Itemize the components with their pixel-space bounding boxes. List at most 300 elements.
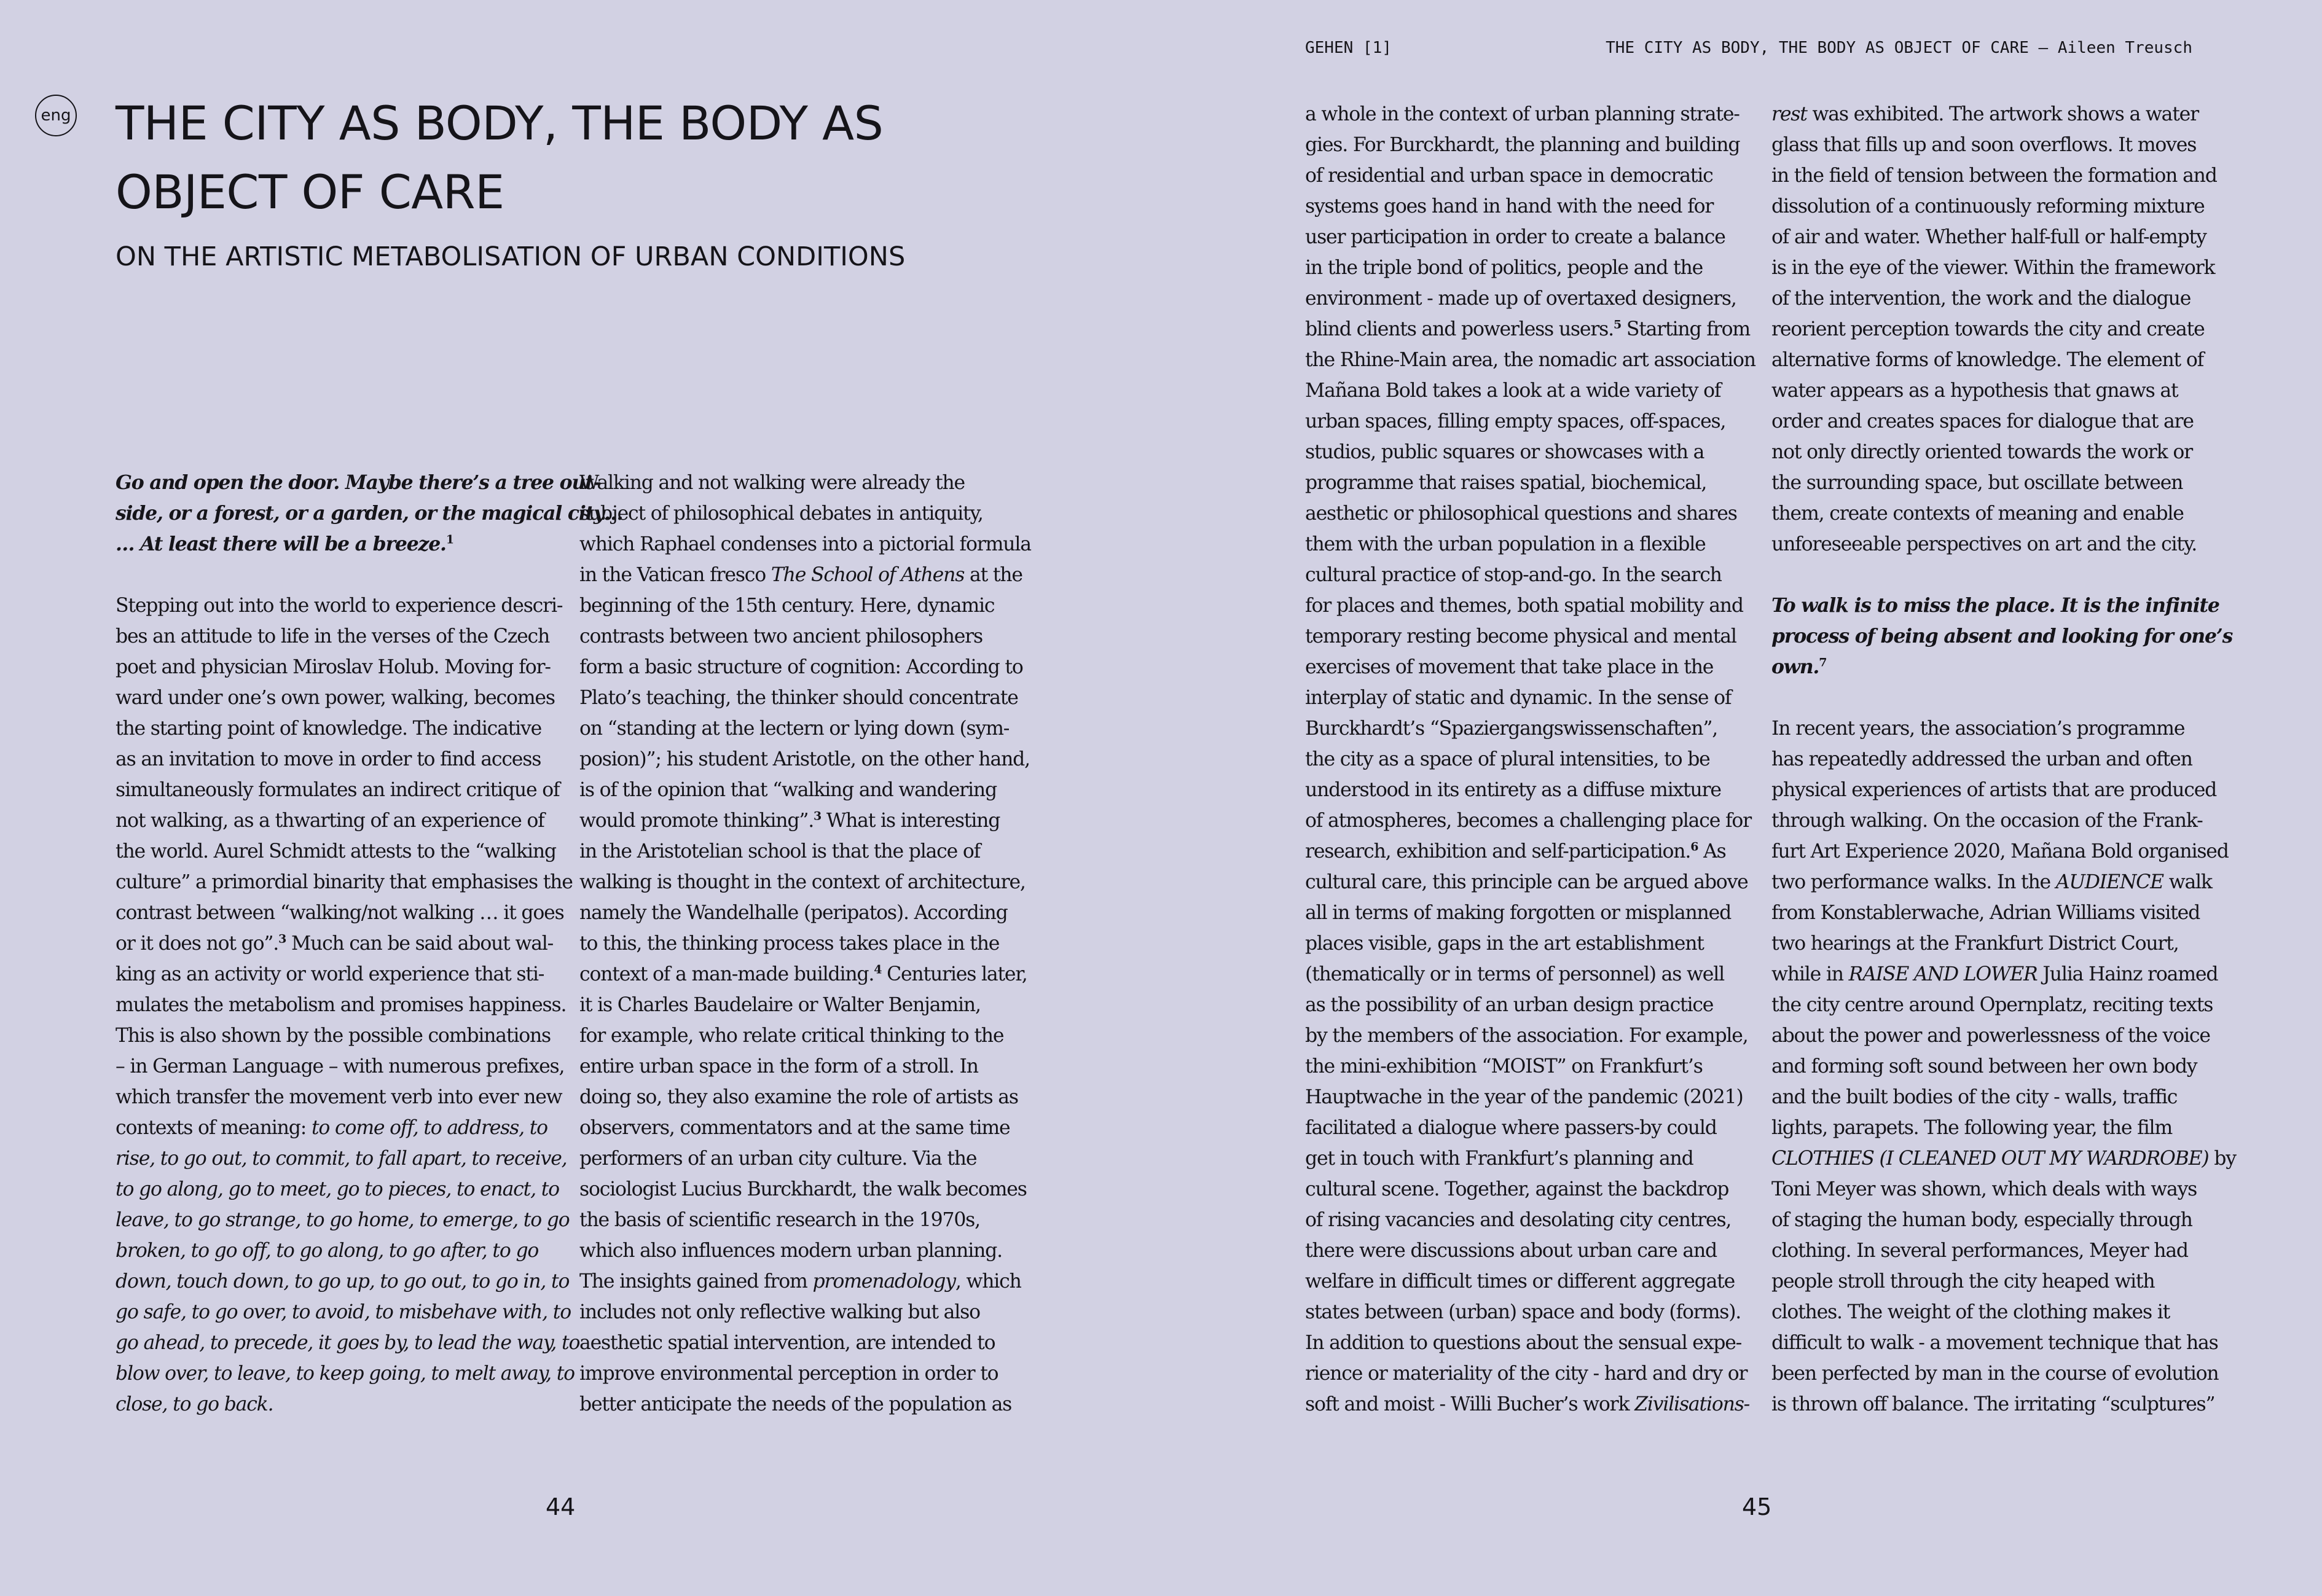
text-run: contrast between “walking/not walking … it goes — [116, 902, 564, 924]
text-line — [579, 805, 1031, 836]
text-run: at the — [964, 564, 1022, 586]
text-line — [1305, 1389, 1755, 1420]
text-line — [1771, 529, 2236, 560]
text-run: by the members of the association. For example, — [1305, 1025, 1748, 1047]
footnote-ref: 6 — [1690, 840, 1698, 854]
text-line — [116, 1266, 622, 1297]
text-run: contexts of meaning: — [116, 1117, 312, 1139]
text-line — [1305, 160, 1755, 191]
text-run: entire urban space in the form of a stroll. In — [579, 1055, 978, 1078]
text-run: by — [2208, 1148, 2236, 1170]
text-run: process of being absent and looking for one’s — [1771, 625, 2233, 647]
text-run: doing so, they also examine the role of artists as — [579, 1086, 1018, 1108]
text-run: on “standing at the lectern or lying down (sym- — [579, 718, 1010, 740]
text-line — [1305, 1297, 1755, 1328]
running-header-title-author: THE CITY AS BODY, THE BODY AS OBJECT OF CARE – Aileen Treusch — [1606, 39, 2192, 57]
text-line — [1771, 990, 2236, 1020]
text-line — [1305, 1328, 1755, 1358]
text-line — [1771, 621, 2236, 652]
text-line — [579, 1297, 1031, 1328]
text-line — [1771, 713, 2236, 744]
text-run: dissolution of a continuously reforming mixture — [1771, 195, 2205, 217]
text-run: blind clients and powerless users. — [1305, 318, 1614, 340]
text-run: cultural care, this principle can be argued above — [1305, 871, 1748, 893]
text-line — [1771, 437, 2236, 467]
text-line — [1771, 1051, 2236, 1082]
text-run: Hauptwache in the year of the pandemic (2021) — [1305, 1086, 1743, 1108]
text-run: go safe, to go over, to avoid, to misbehave with, to — [116, 1301, 571, 1323]
text-line — [1305, 529, 1755, 560]
text-line — [1305, 314, 1755, 345]
text-line — [1305, 1020, 1755, 1051]
text-line — [1771, 867, 2236, 898]
text-run: Burckhardt’s “Spaziergangswissenschaften”, — [1305, 718, 1718, 740]
text-run: What is interesting — [821, 810, 1000, 832]
text-line — [579, 775, 1031, 805]
text-run: and the built bodies of the city - walls, traffic — [1771, 1086, 2178, 1108]
text-line — [1305, 283, 1755, 314]
text-run: mulates the metabolism and promises happiness. — [116, 994, 567, 1016]
footnote-ref: 5 — [1613, 318, 1621, 332]
text-line — [1771, 590, 2236, 621]
text-run: as an invitation to move in order to find access — [116, 748, 541, 770]
text-line — [116, 498, 622, 529]
text-line — [1771, 1389, 2236, 1420]
text-run: bes an attitude to life in the verses of the Czech — [116, 625, 550, 647]
text-line — [116, 928, 622, 959]
text-line — [1771, 160, 2236, 191]
text-run: In addition to questions about the sensual expe- — [1305, 1332, 1742, 1354]
text-run: soft and moist - Willi Bucher’s work — [1305, 1393, 1635, 1415]
text-run: Walking and not walking were already the — [579, 472, 965, 494]
text-line — [116, 652, 622, 683]
text-run: of rising vacancies and desolating city centres, — [1305, 1209, 1732, 1231]
text-run: the surrounding space, but oscillate between — [1771, 472, 2183, 494]
text-line — [1305, 1205, 1755, 1235]
text-run: This is also shown by the possible combinations — [116, 1025, 551, 1047]
text-line — [1305, 191, 1755, 222]
text-line — [1771, 652, 2236, 683]
text-run: of staging the human body, especially through — [1771, 1209, 2192, 1231]
text-line — [1771, 1143, 2236, 1174]
text-line — [116, 775, 622, 805]
text-line — [1305, 1143, 1755, 1174]
text-run: lights, parapets. The following year, the film — [1771, 1117, 2172, 1139]
text-run: aesthetic spatial intervention, are intended to — [579, 1332, 995, 1354]
text-line — [579, 1389, 1031, 1420]
text-line — [579, 898, 1031, 928]
text-line — [1771, 1174, 2236, 1205]
text-run: get in touch with Frankfurt’s planning and — [1305, 1148, 1693, 1170]
text-line — [1305, 805, 1755, 836]
text-run: (thematically or in terms of personnel) as well — [1305, 963, 1724, 985]
text-line — [1305, 621, 1755, 652]
text-run: in the Aristotelian school is that the place of — [579, 840, 981, 863]
text-line — [116, 1113, 622, 1143]
text-line — [1771, 744, 2236, 775]
text-run: research, exhibition and self-participation. — [1305, 840, 1691, 863]
text-run: in the field of tension between the formation and — [1771, 165, 2217, 187]
text-line — [579, 1143, 1031, 1174]
text-line — [1771, 928, 2236, 959]
text-line — [1305, 467, 1755, 498]
text-column-1 — [116, 467, 622, 1420]
text-run: in the triple bond of politics, people and the — [1305, 257, 1703, 279]
text-run: interplay of static and dynamic. In the sense of — [1305, 687, 1732, 709]
text-line — [116, 990, 622, 1020]
text-run: environment - made up of overtaxed designers, — [1305, 288, 1736, 310]
text-run: In recent years, the association’s programme — [1771, 718, 2185, 740]
text-line — [116, 1389, 622, 1420]
text-run: of atmospheres, becomes a challenging place for — [1305, 810, 1752, 832]
text-run: , which — [955, 1270, 1021, 1293]
page-number-right: 45 — [1742, 1493, 1772, 1520]
text-line — [1305, 990, 1755, 1020]
text-line — [1305, 867, 1755, 898]
text-run: places visible, gaps in the art establishment — [1305, 933, 1704, 955]
text-line — [1305, 1235, 1755, 1266]
text-run: been perfected by man in the course of evolution — [1771, 1363, 2219, 1385]
text-line — [1305, 222, 1755, 252]
text-run: water appears as a hypothesis that gnaws at — [1771, 380, 2178, 402]
text-run: or it does not go”. — [116, 933, 279, 955]
text-line — [1305, 437, 1755, 467]
text-run: was exhibited. The artwork shows a water — [1806, 103, 2198, 125]
text-run: welfare in difficult times or different aggregate — [1305, 1270, 1735, 1293]
text-line — [579, 652, 1031, 683]
text-run: the starting point of knowledge. The indicative — [116, 718, 542, 740]
text-run: AUDIENCE — [2055, 871, 2163, 893]
text-line — [1305, 498, 1755, 529]
text-run: Toni Meyer was shown, which deals with ways — [1771, 1178, 2197, 1200]
text-run: … At least there will be a breeze. — [116, 533, 446, 555]
text-line — [1305, 375, 1755, 406]
text-column-3 — [1305, 99, 1755, 1420]
title-line-1: THE CITY AS BODY, THE BODY AS — [116, 96, 884, 151]
text-run: the world. Aurel Schmidt attests to the “walking — [116, 840, 556, 863]
text-run: two hearings at the Frankfurt District Court, — [1771, 933, 2179, 955]
text-run: glass that fills up and soon overflows. It moves — [1771, 134, 2197, 156]
text-line — [1305, 1082, 1755, 1113]
text-line — [116, 898, 622, 928]
text-run: As — [1698, 840, 1726, 863]
footnote-ref: 7 — [1819, 655, 1827, 670]
text-run: sociologist Lucius Burckhardt, the walk becomes — [579, 1178, 1027, 1200]
text-run: king as an activity or world experience that sti- — [116, 963, 544, 985]
text-run: gies. For Burckhardt, the planning and building — [1305, 134, 1740, 156]
text-run: there were discussions about urban care and — [1305, 1240, 1717, 1262]
text-line — [1771, 1205, 2236, 1235]
text-run: states between (urban) space and body (forms). — [1305, 1301, 1741, 1323]
text-line — [1305, 99, 1755, 130]
text-line — [116, 1328, 622, 1358]
text-line — [116, 836, 622, 867]
text-line — [1305, 560, 1755, 590]
text-run: close, to go back. — [116, 1393, 273, 1415]
text-line — [116, 1143, 622, 1174]
text-line — [579, 467, 1031, 498]
text-run: is of the opinion that “walking and wandering — [579, 779, 997, 801]
text-line — [1771, 805, 2236, 836]
text-run: poet and physician Miroslav Holub. Moving for- — [116, 656, 551, 678]
text-run: the basis of scientific research in the 1970s, — [579, 1209, 980, 1231]
text-run: the city centre around Opernplatz, reciting texts — [1771, 994, 2213, 1016]
text-line — [579, 1235, 1031, 1266]
text-run: Stepping out into the world to experience descri- — [116, 595, 563, 617]
text-line — [579, 1174, 1031, 1205]
text-line — [116, 683, 622, 713]
text-run: subject of philosophical debates in antiquity, — [579, 503, 983, 525]
text-line — [1305, 652, 1755, 683]
text-line — [1771, 1297, 2236, 1328]
text-run: from Konstablerwache, Adrian Williams visited — [1771, 902, 2200, 924]
text-run: blow over, to leave, to keep going, to melt away, to — [116, 1363, 575, 1385]
text-run: is thrown off balance. The irritating “sculptures” — [1771, 1393, 2215, 1415]
text-run: Centuries later, — [881, 963, 1027, 985]
text-run: context of a man-made building. — [579, 963, 874, 985]
text-line — [1305, 590, 1755, 621]
text-run: all in terms of making forgotten or misplanned — [1305, 902, 1732, 924]
footnote-ref: 3 — [814, 809, 822, 823]
text-run: user participation in order to create a balance — [1305, 226, 1725, 248]
text-line — [1771, 1020, 2236, 1051]
text-line — [1305, 713, 1755, 744]
text-line — [579, 560, 1031, 590]
text-run: walking is thought in the context of architecture, — [579, 871, 1026, 893]
text-line — [1771, 1328, 2236, 1358]
text-run: exercises of movement that take place in the — [1305, 656, 1714, 678]
footnote-ref: 1 — [445, 533, 453, 547]
text-line — [579, 836, 1031, 867]
text-line — [1771, 1113, 2236, 1143]
text-line — [579, 683, 1031, 713]
text-run: not walking, as a thwarting of an experience of — [116, 810, 544, 832]
article-title — [116, 89, 1037, 227]
text-line — [579, 959, 1031, 990]
text-run: while in — [1771, 963, 1849, 985]
text-run: rise, to go out, to commit, to fall apart, to receive, — [116, 1148, 567, 1170]
text-line — [1305, 775, 1755, 805]
text-run: CLOTHIES (I CLEANED OUT MY WARDROBE) — [1771, 1148, 2209, 1170]
running-header-section: GEHEN [1] — [1305, 39, 1392, 57]
text-line — [116, 1235, 622, 1266]
text-line — [1771, 898, 2236, 928]
text-run: the Rhine-Main area, the nomadic art association — [1305, 349, 1755, 371]
language-badge: eng — [35, 95, 77, 136]
text-line — [579, 867, 1031, 898]
text-run: rest — [1771, 103, 1807, 125]
text-run: not only directly oriented towards the work or — [1771, 441, 2192, 463]
text-run: people stroll through the city heaped with — [1771, 1270, 2155, 1293]
text-run: walk — [2163, 871, 2212, 893]
text-run: understood in its entirety as a diffuse mixture — [1305, 779, 1721, 801]
text-line — [579, 1328, 1031, 1358]
text-run: The insights gained from — [579, 1270, 813, 1293]
text-line — [1305, 898, 1755, 928]
text-run: in the Vatican fresco — [579, 564, 771, 586]
text-run: RAISE AND LOWER — [1848, 963, 2038, 985]
footnote-ref: 3 — [278, 932, 286, 946]
title-line-2: OBJECT OF CARE — [116, 165, 504, 219]
text-run: Plato’s teaching, the thinker should concentrate — [579, 687, 1018, 709]
text-run: for places and themes, both spatial mobility and — [1305, 595, 1743, 617]
text-run: of air and water. Whether half-full or half-empty — [1771, 226, 2206, 248]
text-line — [579, 498, 1031, 529]
text-line — [1305, 1113, 1755, 1143]
text-column-4 — [1771, 99, 2236, 1420]
text-run: clothes. The weight of the clothing makes it — [1771, 1301, 2170, 1323]
text-run: them with the urban population in a flexible — [1305, 533, 1706, 555]
text-line — [1305, 130, 1755, 160]
text-run: Much can be said about wal- — [286, 933, 554, 955]
text-line — [579, 529, 1031, 560]
text-line — [1771, 1358, 2236, 1389]
text-run: contrasts between two ancient philosophers — [579, 625, 983, 647]
text-line — [1771, 406, 2236, 437]
text-line — [116, 1205, 622, 1235]
text-run: namely the Wandelhalle (peripatos). According — [579, 902, 1008, 924]
text-line — [579, 713, 1031, 744]
text-run: promenadology — [812, 1270, 955, 1293]
text-run: urban spaces, filling empty spaces, off-spaces, — [1305, 410, 1726, 432]
text-line — [1771, 191, 2236, 222]
text-line — [1771, 467, 2236, 498]
text-run: as the possibility of an urban design practice — [1305, 994, 1714, 1016]
text-run: two performance walks. In the — [1771, 871, 2056, 893]
text-run: cultural practice of stop-and-go. In the search — [1305, 564, 1722, 586]
text-line — [579, 1205, 1031, 1235]
text-line — [1305, 928, 1755, 959]
text-line — [116, 1358, 622, 1389]
text-line — [116, 713, 622, 744]
text-line — [1771, 314, 2236, 345]
text-line — [116, 1297, 622, 1328]
text-line — [1305, 1174, 1755, 1205]
text-line — [579, 928, 1031, 959]
text-run: them, create contexts of meaning and enable — [1771, 503, 2184, 525]
text-run: is in the eye of the viewer. Within the framework — [1771, 257, 2215, 279]
text-run: includes not only reflective walking but also — [579, 1301, 980, 1323]
text-run: the city as a space of plural intensities, to be — [1305, 748, 1710, 770]
text-run: Zivilisations- — [1634, 1393, 1750, 1415]
text-run: the mini-exhibition “MOIST” on Frankfurt’s — [1305, 1055, 1703, 1078]
text-line — [579, 621, 1031, 652]
text-line — [1771, 1235, 2236, 1266]
text-run: rience or materiality of the city - hard and dry or — [1305, 1363, 1747, 1385]
text-run: cultural scene. Together, against the backdrop — [1305, 1178, 1729, 1200]
text-line — [1771, 99, 2236, 130]
text-line — [579, 990, 1031, 1020]
text-run: reorient perception towards the city and create — [1771, 318, 2205, 340]
text-line — [579, 1266, 1031, 1297]
text-line — [579, 1020, 1031, 1051]
text-run: to this, the thinking process takes place in the — [579, 933, 1000, 955]
text-run: for example, who relate critical thinking to the — [579, 1025, 1004, 1047]
text-run: a whole in the context of urban planning strate- — [1305, 103, 1740, 125]
text-run: facilitated a dialogue where passers-by could — [1305, 1117, 1717, 1139]
text-run: improve environmental perception in order to — [579, 1363, 998, 1385]
text-run: unforeseeable perspectives on art and the city. — [1771, 533, 2197, 555]
text-line — [1771, 252, 2236, 283]
text-line — [1771, 775, 2236, 805]
paragraph-gap — [116, 560, 622, 590]
text-run: has repeatedly addressed the urban and often — [1771, 748, 2192, 770]
text-run: form a basic structure of cognition: According to — [579, 656, 1023, 678]
text-run: Starting from — [1621, 318, 1751, 340]
text-line — [1771, 283, 2236, 314]
text-run: ward under one’s own power, walking, becomes — [116, 687, 555, 709]
text-line — [579, 1051, 1031, 1082]
text-run: order and creates spaces for dialogue that are — [1771, 410, 2194, 432]
text-run: own. — [1771, 655, 1819, 678]
article-subtitle: ON THE ARTISTIC METABOLISATION OF URBAN CONDITIONS — [116, 241, 906, 272]
text-line — [1771, 959, 2236, 990]
text-line — [116, 744, 622, 775]
text-line — [116, 1020, 622, 1051]
text-run: of the intervention, the work and the dialogue — [1771, 288, 2191, 310]
text-line — [1305, 683, 1755, 713]
text-run: to come off, to address, to — [311, 1117, 547, 1139]
text-line — [116, 959, 622, 990]
text-line — [1305, 1266, 1755, 1297]
text-line — [1771, 1266, 2236, 1297]
text-line — [579, 1082, 1031, 1113]
text-line — [116, 590, 622, 621]
text-run: down, touch down, to go up, to go out, to go in, to — [116, 1270, 570, 1293]
text-line — [116, 621, 622, 652]
text-line — [116, 805, 622, 836]
footnote-ref: 4 — [874, 963, 882, 977]
text-line — [1771, 345, 2236, 375]
text-run: aesthetic or philosophical questions and shares — [1305, 503, 1737, 525]
text-run: side, or a forest, or a garden, or the magical city… — [116, 502, 623, 525]
text-run: through walking. On the occasion of the Frank- — [1771, 810, 2203, 832]
text-line — [1305, 406, 1755, 437]
text-run: The School of Athens — [771, 564, 965, 586]
text-run: temporary resting become physical and mental — [1305, 625, 1736, 647]
text-run: difficult to walk - a movement technique that has — [1771, 1332, 2218, 1354]
text-line — [1771, 375, 2236, 406]
text-run: studios, public squares or showcases with a — [1305, 441, 1704, 463]
text-line — [579, 590, 1031, 621]
text-line — [116, 867, 622, 898]
text-line — [116, 467, 622, 498]
text-run: and forming soft sound between her own body — [1771, 1055, 2197, 1078]
text-run: alternative forms of knowledge. The element of — [1771, 349, 2204, 371]
text-run: which transfer the movement verb into ever new — [116, 1086, 562, 1108]
text-line — [1305, 252, 1755, 283]
text-run: physical experiences of artists that are produced — [1771, 779, 2217, 801]
text-line — [579, 744, 1031, 775]
text-run: beginning of the 15th century. Here, dynamic — [579, 595, 995, 617]
text-line — [1305, 1358, 1755, 1389]
text-line — [1305, 345, 1755, 375]
text-run: about the power and powerlessness of the voice — [1771, 1025, 2210, 1047]
text-line — [1305, 1051, 1755, 1082]
text-run: it is Charles Baudelaire or Walter Benjamin, — [579, 994, 981, 1016]
page-number-left: 44 — [546, 1493, 576, 1520]
text-run: of residential and urban space in democratic — [1305, 165, 1713, 187]
text-run: programme that raises spatial, biochemical, — [1305, 472, 1707, 494]
text-run: better anticipate the needs of the population as — [579, 1393, 1012, 1415]
text-run: posion)”; his student Aristotle, on the other hand, — [579, 748, 1030, 770]
text-run: Go and open the door. Maybe there’s a tree out- — [116, 471, 601, 494]
text-run: performers of an urban city culture. Via the — [579, 1148, 977, 1170]
text-run: culture” a primordial binarity that emphasises the — [116, 871, 573, 893]
text-run: systems goes hand in hand with the need for — [1305, 195, 1714, 217]
text-run: would promote thinking”. — [579, 810, 814, 832]
text-line — [1305, 959, 1755, 990]
